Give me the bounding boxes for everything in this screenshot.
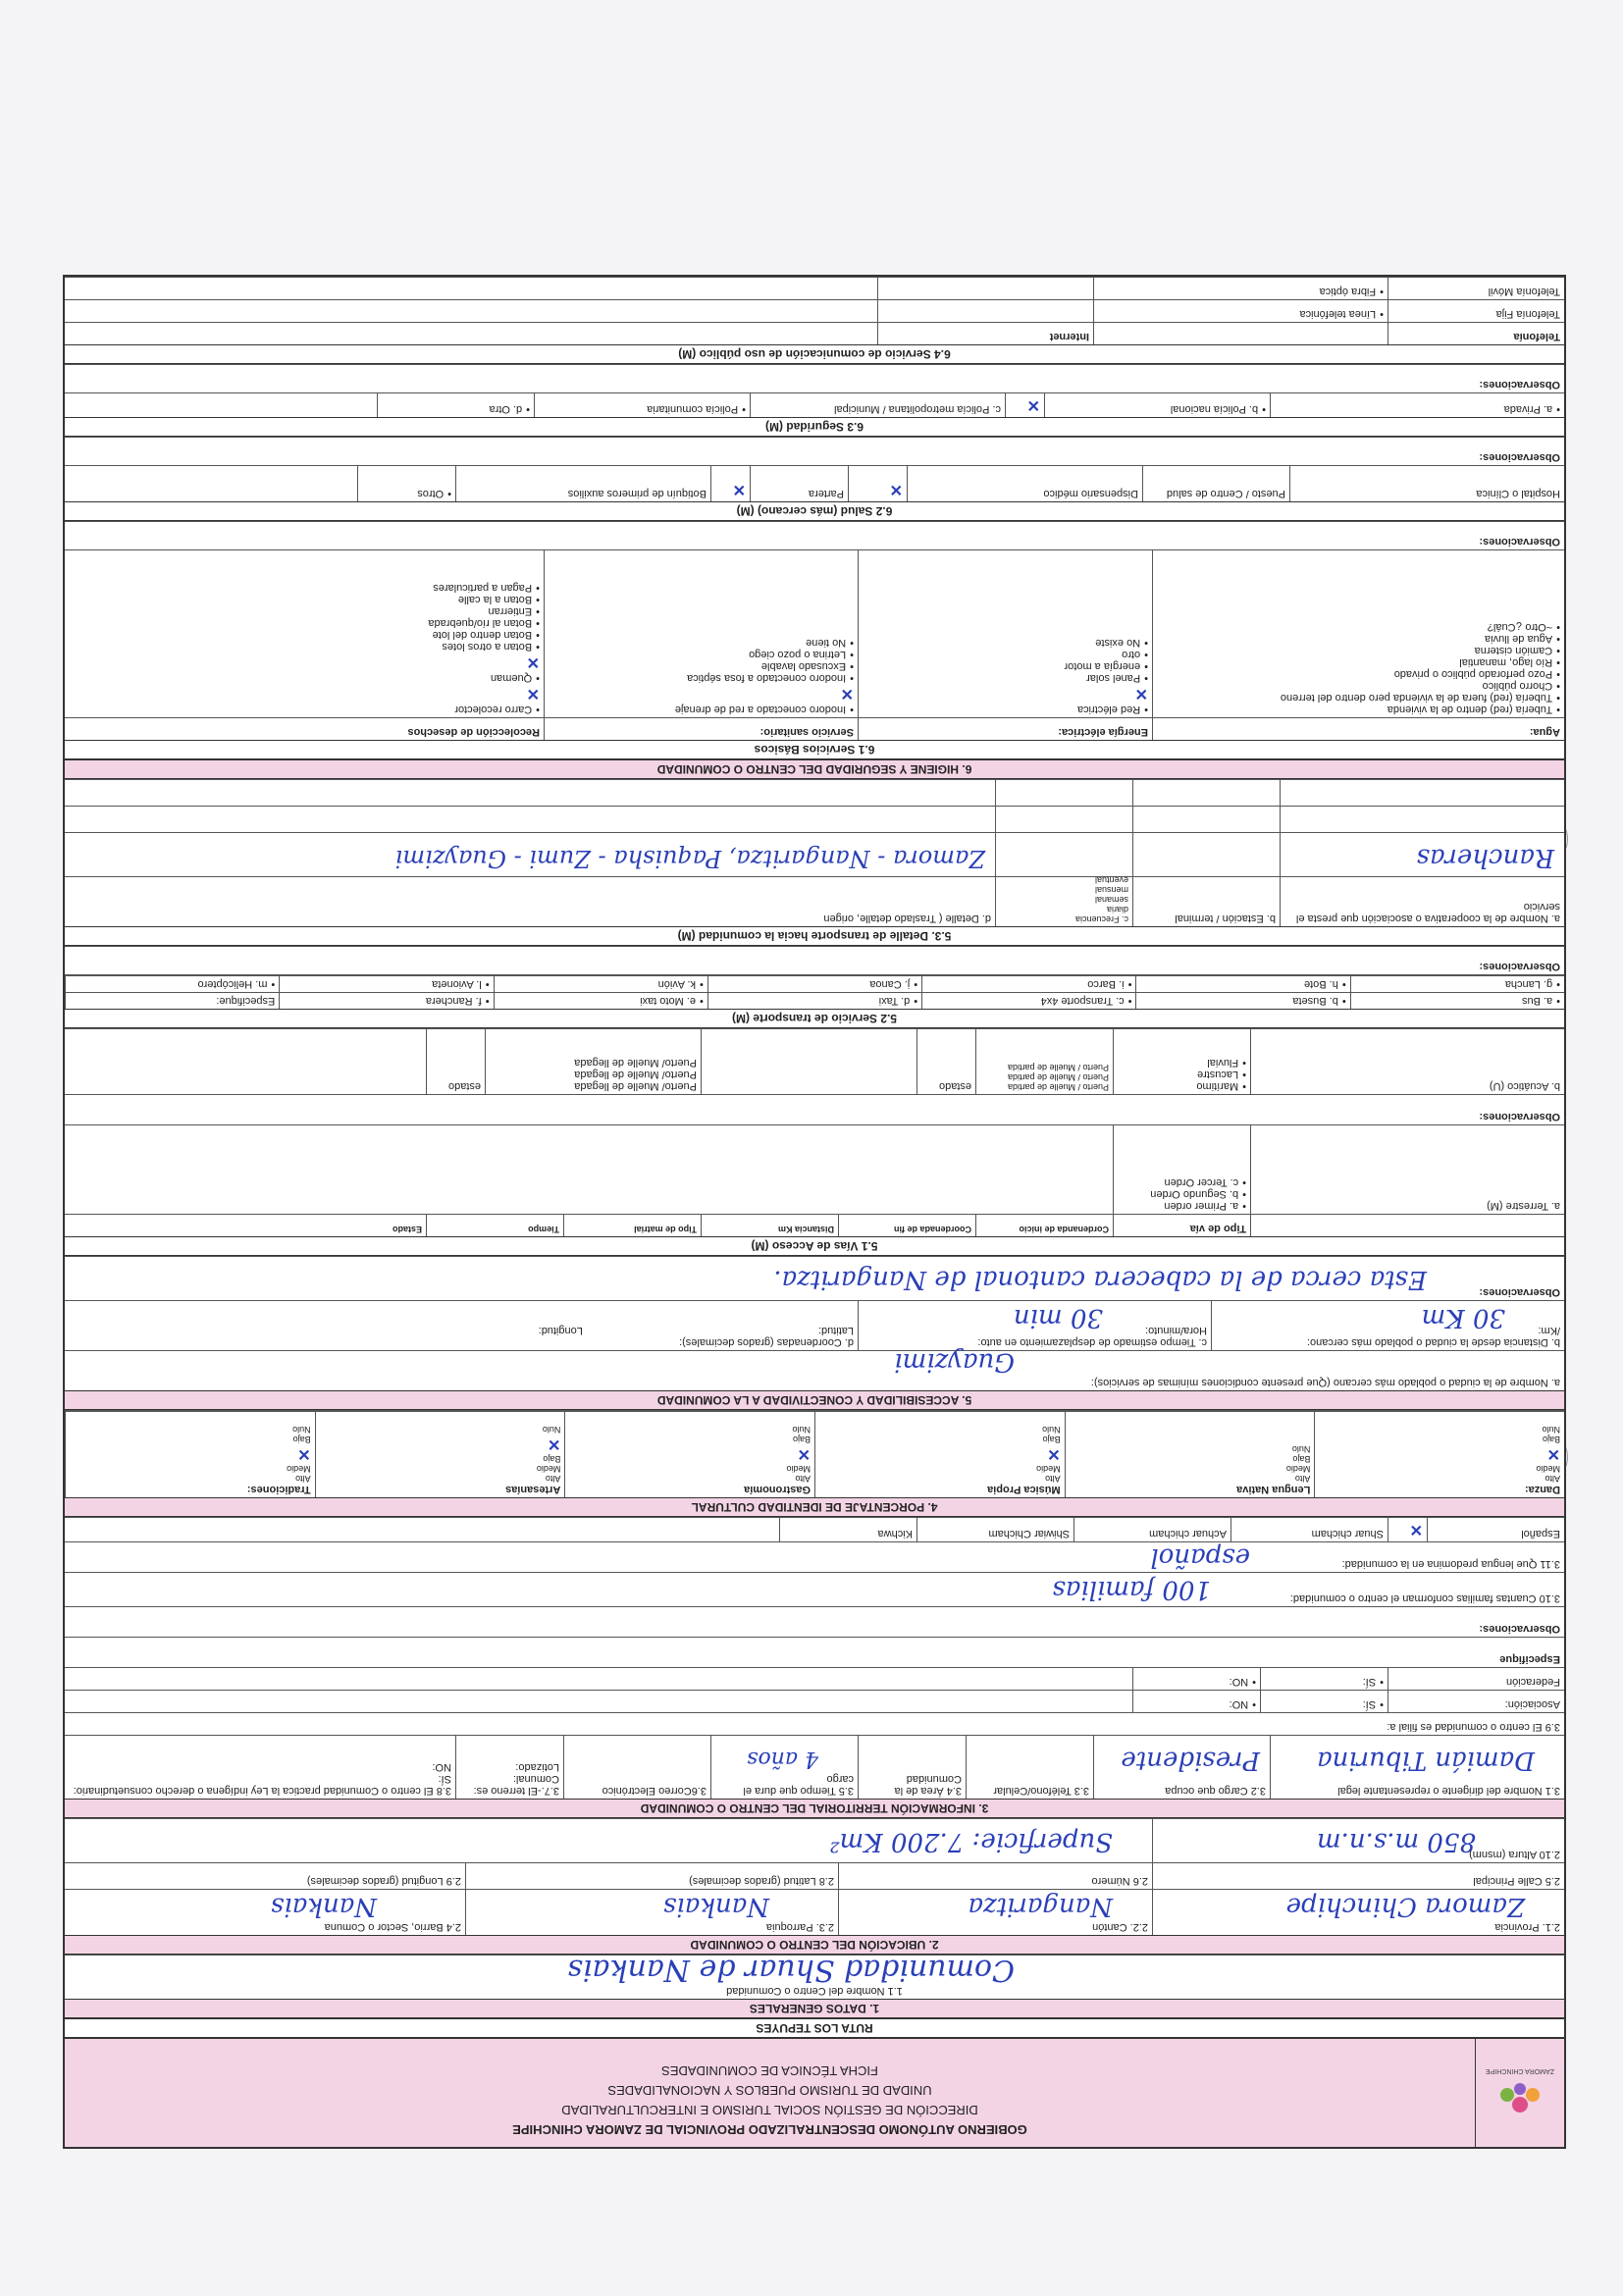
section-5-title: 5. ACCESIBILIDAD Y CONECTIVIDAD A LA COMUNIDAD [65,1390,1564,1410]
s3-observaciones-label: Observaciones: [1479,1623,1560,1635]
vias-col-3: Distancia Km [701,1215,838,1236]
culture-tradiciones [65,1411,315,1497]
freq-eventual[interactable]: eventual [1094,875,1128,885]
lang-espanol-mark: ✕ [1387,1518,1427,1541]
serv-lancha[interactable]: • g. Lancha [1350,975,1564,992]
musica-medio-mark: ✕ [1047,1445,1061,1462]
desech-item-1[interactable]: • Queman [69,672,540,684]
dirigente-value[interactable]: Damián Tiburina [1317,1746,1535,1775]
s6-obs-label-1: Observaciones: [1479,536,1560,548]
artes-bajo-mark: ✕ [547,1435,561,1452]
trad-medio[interactable]: Medio [287,1464,311,1474]
s5-obs-label-2: Observaciones: [1479,1111,1560,1122]
vias-col-6: Estado [392,1225,422,1234]
desech-item-4[interactable]: • Botan al río/quebrada [69,617,540,629]
agua-item-4[interactable]: • Río lago, manantial [1157,656,1560,668]
trad-nulo[interactable]: Nulo [292,1425,311,1435]
salud-partera-mark: ✕ [710,466,750,501]
vias-col-5: Tiempo [426,1215,563,1236]
altura-label: 2.10 Altura (msnm) [1469,1849,1560,1860]
altura-value[interactable]: 850 m.s.n.m [1316,1827,1476,1856]
culture-lengua [1065,1411,1315,1497]
sanitario-label: Servicio sanitario: [544,718,858,740]
lengua-bajo[interactable]: Bajo [1292,1454,1311,1464]
section-1-title: 1. DATOS GENERALES [65,1999,1564,2018]
detalle-row-2 [65,806,1564,832]
tiempo-cargo-label: 3.5 Tiempo que dura el cargo [743,1773,854,1797]
lang-shuar[interactable]: Shuar chicham [1230,1518,1387,1541]
salud-hospital[interactable]: Hospital o Clínica [1289,466,1564,501]
serv-helicoptero[interactable]: • m. Helicóptero [65,975,279,992]
agua-item-3[interactable]: • Pozo perforado público o privado [1157,668,1560,680]
ciudad-cercana-value[interactable]: Guayzimi [894,1347,1015,1377]
basicos-header [65,717,1564,740]
km-label: /Km: [1538,1325,1560,1336]
musica-nulo[interactable]: Nulo [1042,1425,1061,1435]
flower-logo-icon [1486,2063,1554,2122]
serv-bus[interactable]: • a. Bus [1350,992,1564,1009]
trad-alto[interactable]: Alto [295,1474,311,1484]
com-movil: Telefonía Móvil [1387,278,1564,299]
longitud-label: 2.9 Longitud (grados decimales) [306,1875,461,1887]
asociacion-row [65,1690,1564,1712]
seg-metropolitana[interactable]: c. Policía metropolitana / Municipal [750,393,1005,417]
energia-red-mark: ✕ [1134,685,1148,702]
vias-col-2: Coordenada de fin [838,1215,975,1236]
ley-indigena-label: 3.8 El centro o Comunidad practica la Ley indígena o derecho consuetudinario: [73,1785,451,1797]
energia-item-1[interactable]: • Panel solar [863,672,1148,684]
latitud-label-5: Latitud: [817,1325,854,1336]
energia-item-4[interactable]: • No existe [863,637,1148,649]
asociacion-label: Asociación: [1387,1691,1564,1712]
community-form [63,275,1566,2149]
acuatico-block [65,1028,1564,1094]
location-row-2 [65,1862,1564,1889]
puerto-partida-2: Puerto / Muelle de partida [1007,1072,1109,1082]
danza-bajo[interactable]: Bajo [1542,1435,1560,1444]
desech-item-7[interactable]: • Pagan a particulares [69,582,540,594]
header-titles [65,2039,1475,2147]
federacion-row [65,1667,1564,1690]
salud-partera[interactable]: Partera [750,466,848,501]
s6-obs-row-3 [65,364,1564,392]
culture-danza-label: Danza: [1524,1484,1560,1495]
freq-mensual[interactable]: mensual [1094,885,1128,895]
seg-privada[interactable]: • a. Privada [1270,393,1564,417]
asociacion-si[interactable]: • SÍ: [1260,1691,1387,1712]
puerto-llegada-3: Puerto/ Muelle de llegada [574,1057,697,1069]
barrio-label: 2.4 Barrio, Sector o Comuna [324,1921,461,1933]
agua-item-1[interactable]: • Tubería (red) fuera de la vivienda pero dentro del terreno [1157,692,1560,704]
puerto-partida-1: Puerto / Muelle de partida [1007,1082,1109,1092]
com-row-2 [65,299,1564,322]
lengua-row [65,1541,1564,1572]
detalle-traslado-label: d. Detalle ( Traslado detalle, origen [823,913,991,924]
lacustre[interactable]: • Lacustre [1118,1069,1246,1080]
danza-medio[interactable]: Medio [1536,1464,1560,1474]
serv-bote[interactable]: • h. Bote [1135,975,1349,992]
seg-nacional[interactable]: • b. Policía nacional [1044,393,1270,417]
lang-achuar[interactable]: Achuar chicham [1073,1518,1230,1541]
s6-obs-row-2 [65,437,1564,465]
ruta-title: RUTA LOS TEPUYES [65,2018,1564,2038]
familias-row [65,1572,1564,1606]
puerto-llegada-2: Puerto/ Muelle de llegada [574,1069,697,1080]
basicos-title: 6.1 Servicios Básicos [65,740,1564,759]
desech-item-0[interactable]: • Carro recolector [69,704,540,715]
filia-row [65,1712,1564,1735]
fluvial[interactable]: • Fluvial [1118,1057,1246,1069]
location-row-3 [65,1818,1564,1862]
lengua-options-row [65,1517,1564,1541]
vias-title: 5.1 Vías de Acceso (M) [65,1236,1564,1256]
maritimo[interactable]: • Marítimo [1118,1080,1246,1092]
lengua-nulo[interactable]: Nulo [1291,1444,1311,1454]
community-name-value[interactable]: Comunidad Shuar de Nankais [567,1953,1015,1987]
culture-lengua-label: Lengua Nativa [1236,1484,1311,1495]
section-6-title: 6. HIGIENE Y SEGURIDAD DEL CENTRO O COMUNIDAD [65,759,1564,779]
ley-no-option[interactable]: NO: [432,1761,451,1773]
sanit-item-4[interactable]: • No tiene [549,637,854,649]
artes-nulo[interactable]: Nulo [542,1425,561,1435]
lengua-medio[interactable]: Medio [1285,1464,1311,1474]
s5-obs-label-3: Observaciones: [1479,961,1560,972]
area-label: 3.4 Área de la Comunidad [858,1736,966,1799]
header-line-4: FICHA TÉCNICA DE COMUNIDADES [661,2063,878,2078]
freq-diaria[interactable]: diaria [1106,905,1128,914]
lotizado-label: Lotizado: [515,1761,559,1773]
barrio-value[interactable]: Nankais [271,1892,377,1921]
tiempo-cargo-value[interactable]: 4 años [747,1747,818,1771]
header-line-3: UNIDAD DE TURISMO PUEBLOS Y NACIONALIDADES [607,2083,932,2098]
cargo-value[interactable]: Presidente [1121,1746,1260,1775]
distancia-label: b. Distancia desde la ciudad o poblado más cercano: [1306,1336,1560,1348]
s6-obs-label-3: Observaciones: [1479,379,1560,391]
energia-item-3[interactable]: • otro [863,649,1148,660]
ley-si-option[interactable]: SÍ: [438,1773,451,1785]
ciudad-cercana-label: a. Nombre de la ciudad o poblado más cercano (Que presente condiciones mínimas de servicios): [1090,1377,1560,1388]
terrestre-block [65,1124,1564,1214]
salud-botiquin[interactable]: Botiquín de primeros auxilios [455,466,710,501]
agua-label: Agua: [1152,718,1564,740]
servicio-grid [65,974,1564,1009]
federacion-label: Federación [1387,1668,1564,1690]
s6-obs-label-2: Observaciones: [1479,451,1560,463]
lang-kichwa[interactable]: Kichwa [779,1518,916,1541]
asociacion-no[interactable]: • NO: [1132,1691,1260,1712]
artes-medio[interactable]: Medio [536,1464,561,1474]
s5-observaciones-value[interactable]: Esta cerca de la cabecera cantonal de Nangaritza. [773,1265,1427,1294]
tiempo-value[interactable]: 30 min [1013,1303,1103,1332]
artes-alto[interactable]: Alto [545,1474,561,1484]
culture-artesanias [315,1411,565,1497]
agua-item-6[interactable]: • Agua de lluvia [1157,633,1560,645]
desech-queman-mark: ✕ [526,653,540,670]
distancia-value[interactable]: 30 Km [1421,1303,1505,1332]
gastro-nulo[interactable]: Nulo [792,1425,811,1435]
desech-carro-mark: ✕ [526,685,540,702]
cargo-label: 3.2 Cargo que ocupa [1165,1785,1266,1797]
seg-nacional-mark: ✕ [1005,393,1044,417]
terreno-label: 3.7.-El terreno es: [473,1785,559,1797]
serv-buseta[interactable]: • b. Buseta [1135,992,1349,1009]
sanit-item-1[interactable]: • Inodoro conectado a fosa séptica [549,672,854,684]
distancia-row [65,1300,1564,1350]
longitud-label-5: Longitud: [538,1325,583,1336]
desech-item-2[interactable]: • Botan a otros lotes [69,641,540,652]
parroquia-label: 2.3. Parroquia [765,1921,834,1933]
desech-item-5[interactable]: • Entierran [69,605,540,617]
tiempo-label: c. Tiempo estimado de desplazamiento en auto: [977,1336,1207,1348]
salud-dispensario[interactable]: Dispensario médico [907,466,1142,501]
familias-value[interactable]: 100 familias [1052,1575,1211,1604]
musica-bajo[interactable]: Bajo [1042,1435,1061,1444]
detalle-row-3 [65,779,1564,806]
culture-artesanias-label: Artesanías [505,1484,561,1495]
latitud-label: 2.8 Latitud (grados decimales) [465,1863,838,1889]
location-row-1 [65,1889,1564,1935]
section-3-title: 3. INFORMACIÓN TERRITORIAL DEL CENTRO O COMUNIDAD [65,1799,1564,1818]
agua-item-0[interactable]: • Tubería (red) dentro de la vivienda [1157,704,1560,715]
comunal-label: Comunal: [512,1773,559,1785]
sanit-item-0[interactable]: • Inodoro conectado a red de drenaje [549,704,854,715]
community-name-row [65,1955,1564,1999]
correo-label: 3.6Correo Electrónico [563,1736,710,1799]
agua-item-7[interactable]: • ~Otro ¿Cuál? [1157,621,1560,633]
terrestre-label: a. Terrestre (M) [1250,1125,1564,1214]
canton-value[interactable]: Nangaritza [968,1892,1113,1921]
federacion-si[interactable]: • SÍ: [1260,1668,1387,1690]
culture-danza [1314,1411,1564,1497]
seg-otra[interactable]: • d. Otra [377,393,534,417]
salud-title: 6.2 Salud (más cercano) (M) [65,501,1564,521]
culture-tradiciones-label: Tradiciones: [246,1484,311,1495]
salud-otros[interactable]: • Otros [357,466,455,501]
musica-medio[interactable]: Medio [1036,1464,1061,1474]
community-name-label: 1.1 Nombre del Centro o Comunidad [726,1985,903,1997]
header-line-2: DIRECCIÓN DE GESTIÓN SOCIAL TURISMO E INTERCULTURALIDAD [561,2103,978,2117]
s5-observaciones-row [65,1256,1564,1300]
tercer-orden[interactable]: • c. Tercer Orden [1118,1176,1246,1188]
provincia-label: 2.1. Provincia [1494,1921,1560,1933]
form-header [65,2038,1564,2147]
com-row-3 [65,277,1564,299]
servicio-title: 5.2 Servicio de transporte (M) [65,1009,1564,1028]
culture-musica [814,1411,1065,1497]
sanit-item-2[interactable]: • Excusado lavable [549,660,854,672]
puerto-llegada-1: Puerto/ Muelle de llegada [574,1080,697,1092]
section-2-title: 2. UBICACIÓN DEL CENTRO O COMUNIDAD [65,1935,1564,1955]
artes-bajo[interactable]: Bajo [543,1454,561,1464]
segundo-orden[interactable]: • b. Segundo Orden [1118,1188,1246,1200]
vias-header [65,1214,1564,1236]
salud-puesto[interactable]: Puesto / Centro de salud [1142,466,1289,501]
s5-obs-row-3 [65,946,1564,974]
energia-item-2[interactable]: • energía a motor [863,660,1148,672]
seg-comunitaria[interactable]: • Policía comunitaria [534,393,750,417]
section-4-title: 4. PORCENTAJE DE IDENTIDAD CULTURAL [65,1497,1564,1517]
gastro-alto[interactable]: Alto [795,1474,811,1484]
serv-taxi[interactable]: • d. Taxi [707,992,921,1009]
dirigente-label: 3.1 Nombre del dirigente o representante legal [1337,1785,1560,1797]
freq-semanal[interactable]: semanal [1094,895,1128,905]
seguridad-title: 6.3 Seguridad (M) [65,417,1564,437]
danza-alto[interactable]: Alto [1544,1474,1560,1484]
serv-avion[interactable]: • k. Avión [494,975,707,992]
com-internet: Internet [877,323,1093,344]
calle-label: 2.5 Calle Principal [1152,1863,1564,1889]
especifique-label: Especifique [1499,1653,1560,1665]
salud-row [65,465,1564,501]
header-line-1: GOBIERNO AUTÓNOMO DESCENTRALIZADO PROVINCIAL DE ZAMORA CHINCHIPE [512,2122,1027,2137]
vias-col-1: Cordenanda de inicio [975,1215,1113,1236]
serv-barco[interactable]: • i. Barco [921,975,1135,992]
ciudad-cercana-row [65,1347,1564,1390]
com-linea[interactable]: • Línea telefónica [1093,300,1387,322]
s5-obs-row-2 [65,1094,1564,1124]
energia-item-0[interactable]: • Red eléctrica [863,704,1148,715]
lengua-alto[interactable]: Alto [1294,1474,1311,1484]
serv-mototaxi[interactable]: • e. Moto taxi [494,992,707,1009]
numero-label: 2.6 Número [838,1863,1152,1889]
logo [1475,2039,1564,2147]
cooperativa-value[interactable]: Rancheras [1416,843,1554,872]
detalle-title: 5.3. Detalle de transporte hacia la comunidad (M) [65,926,1564,946]
svg-text:ZAMORA CHINCHIPE: ZAMORA CHINCHIPE [1486,2067,1554,2074]
culture-gastronomia-label: Gastronomía [744,1484,811,1495]
com-fija: Telefonía Fija [1387,300,1564,322]
vias-col-4: Tipo de matrial [563,1215,701,1236]
superficie-value[interactable]: Superficie: 7.200 Km² [829,1827,1113,1856]
serv-avioneta[interactable]: • l. Avioneta [279,975,493,992]
serv-4x4[interactable]: • c. Transporte 4x4 [921,992,1135,1009]
desechos-label: Recolección de desechos [407,726,540,738]
lang-espanol[interactable]: Español [1427,1518,1564,1541]
lengua-value[interactable]: español [1150,1542,1250,1572]
gastro-bajo[interactable]: Bajo [792,1435,811,1444]
detalle-row-1 [65,832,1564,876]
musica-alto[interactable]: Alto [1045,1474,1061,1484]
cultural-grid [65,1410,1564,1497]
lang-shiwiar[interactable]: Shiwiar Chicham [916,1518,1073,1541]
canton-label: 2.2. Cantón [1092,1921,1148,1933]
lengua-label: 3.11 Que lengua predomina en la comunidad: [1341,1558,1560,1570]
sanit-item-3[interactable]: • Letrina o pozo ciego [549,649,854,660]
territorial-row [65,1735,1564,1799]
gastro-medio[interactable]: Medio [786,1464,811,1474]
desech-item-3[interactable]: • Botan dentro del lote [69,629,540,641]
parroquia-value[interactable]: Nankais [663,1892,769,1921]
detalle-frecuencia-label: c. Frecuencia [1074,914,1128,924]
s6-obs-row-1 [65,521,1564,549]
hora-label: Hora/minuto: [1145,1325,1207,1336]
telefono-label: 3.3 Teléfono/Celular [966,1736,1093,1799]
vias-col-0: Tipo de vía [1113,1215,1250,1236]
provincia-value[interactable]: Zamora Chinchipe [1285,1892,1525,1921]
rotated-form-sheet [63,286,1566,2149]
traslado-value[interactable]: Zamora - Nangaritza, Paquisha - Zumi - Guayzimi [394,845,985,872]
detalle-header [65,876,1564,926]
federacion-no[interactable]: • NO: [1132,1668,1260,1690]
s5-observaciones-label: Observaciones: [1479,1286,1560,1298]
s3-observaciones-row [65,1606,1564,1637]
especifique-row [65,1637,1564,1667]
puerto-partida-3: Puerto / Muelle de partida [1007,1063,1109,1072]
estado-label-2: estado [426,1029,485,1094]
coordenadas-label: d. Coordenadas (grados decimales): [679,1336,854,1348]
serv-ranchera[interactable]: • f. Ranchera [279,992,493,1009]
serv-especifique: Especifique: [65,992,279,1009]
trad-medio-mark: ✕ [297,1445,311,1462]
culture-musica-label: Música Propia [987,1484,1061,1495]
salud-dispensario-mark: ✕ [848,466,907,501]
primer-orden[interactable]: • a. Primer orden [1118,1200,1246,1212]
estado-label-1: estado [916,1029,975,1094]
com-fibra[interactable]: • Fibra óptica [1093,278,1387,299]
sanit-drenaje-mark: ✕ [840,685,854,702]
basicos-body [65,549,1564,717]
detalle-estacion-label: b. Estación / terminal [1132,877,1280,926]
agua-item-5[interactable]: • Camión cisterna [1157,645,1560,656]
comunicacion-title: 6.4 Servicio de comunicación de uso público (M) [65,344,1564,364]
gastro-bajo-mark: ✕ [797,1445,811,1462]
danza-nulo[interactable]: Nulo [1542,1425,1560,1435]
trad-bajo[interactable]: Bajo [292,1435,311,1444]
seguridad-row [65,392,1564,417]
serv-canoa[interactable]: • j. Canoa [707,975,921,992]
com-telefonia: Telefonía [1387,323,1564,344]
filia-label: 3.9 El centro o comunidad es filial a: [1387,1721,1560,1733]
com-row-1 [65,322,1564,344]
desech-item-6[interactable]: • Botan a la calle [69,594,540,605]
danza-medio-mark: ✕ [1546,1445,1560,1462]
detalle-coop-label: a. Nombre de la cooperativa o asociación que presta el servicio [1280,877,1564,926]
agua-item-2[interactable]: • Chorro público [1157,680,1560,692]
familias-label: 3.10 Cuantas familias conforman el centro o comunidad: [1289,1592,1560,1604]
acuatico-label: b. Acuático (U) [1250,1029,1564,1094]
culture-gastronomia [564,1411,814,1497]
energia-label: Energía eléctrica: [858,718,1152,740]
